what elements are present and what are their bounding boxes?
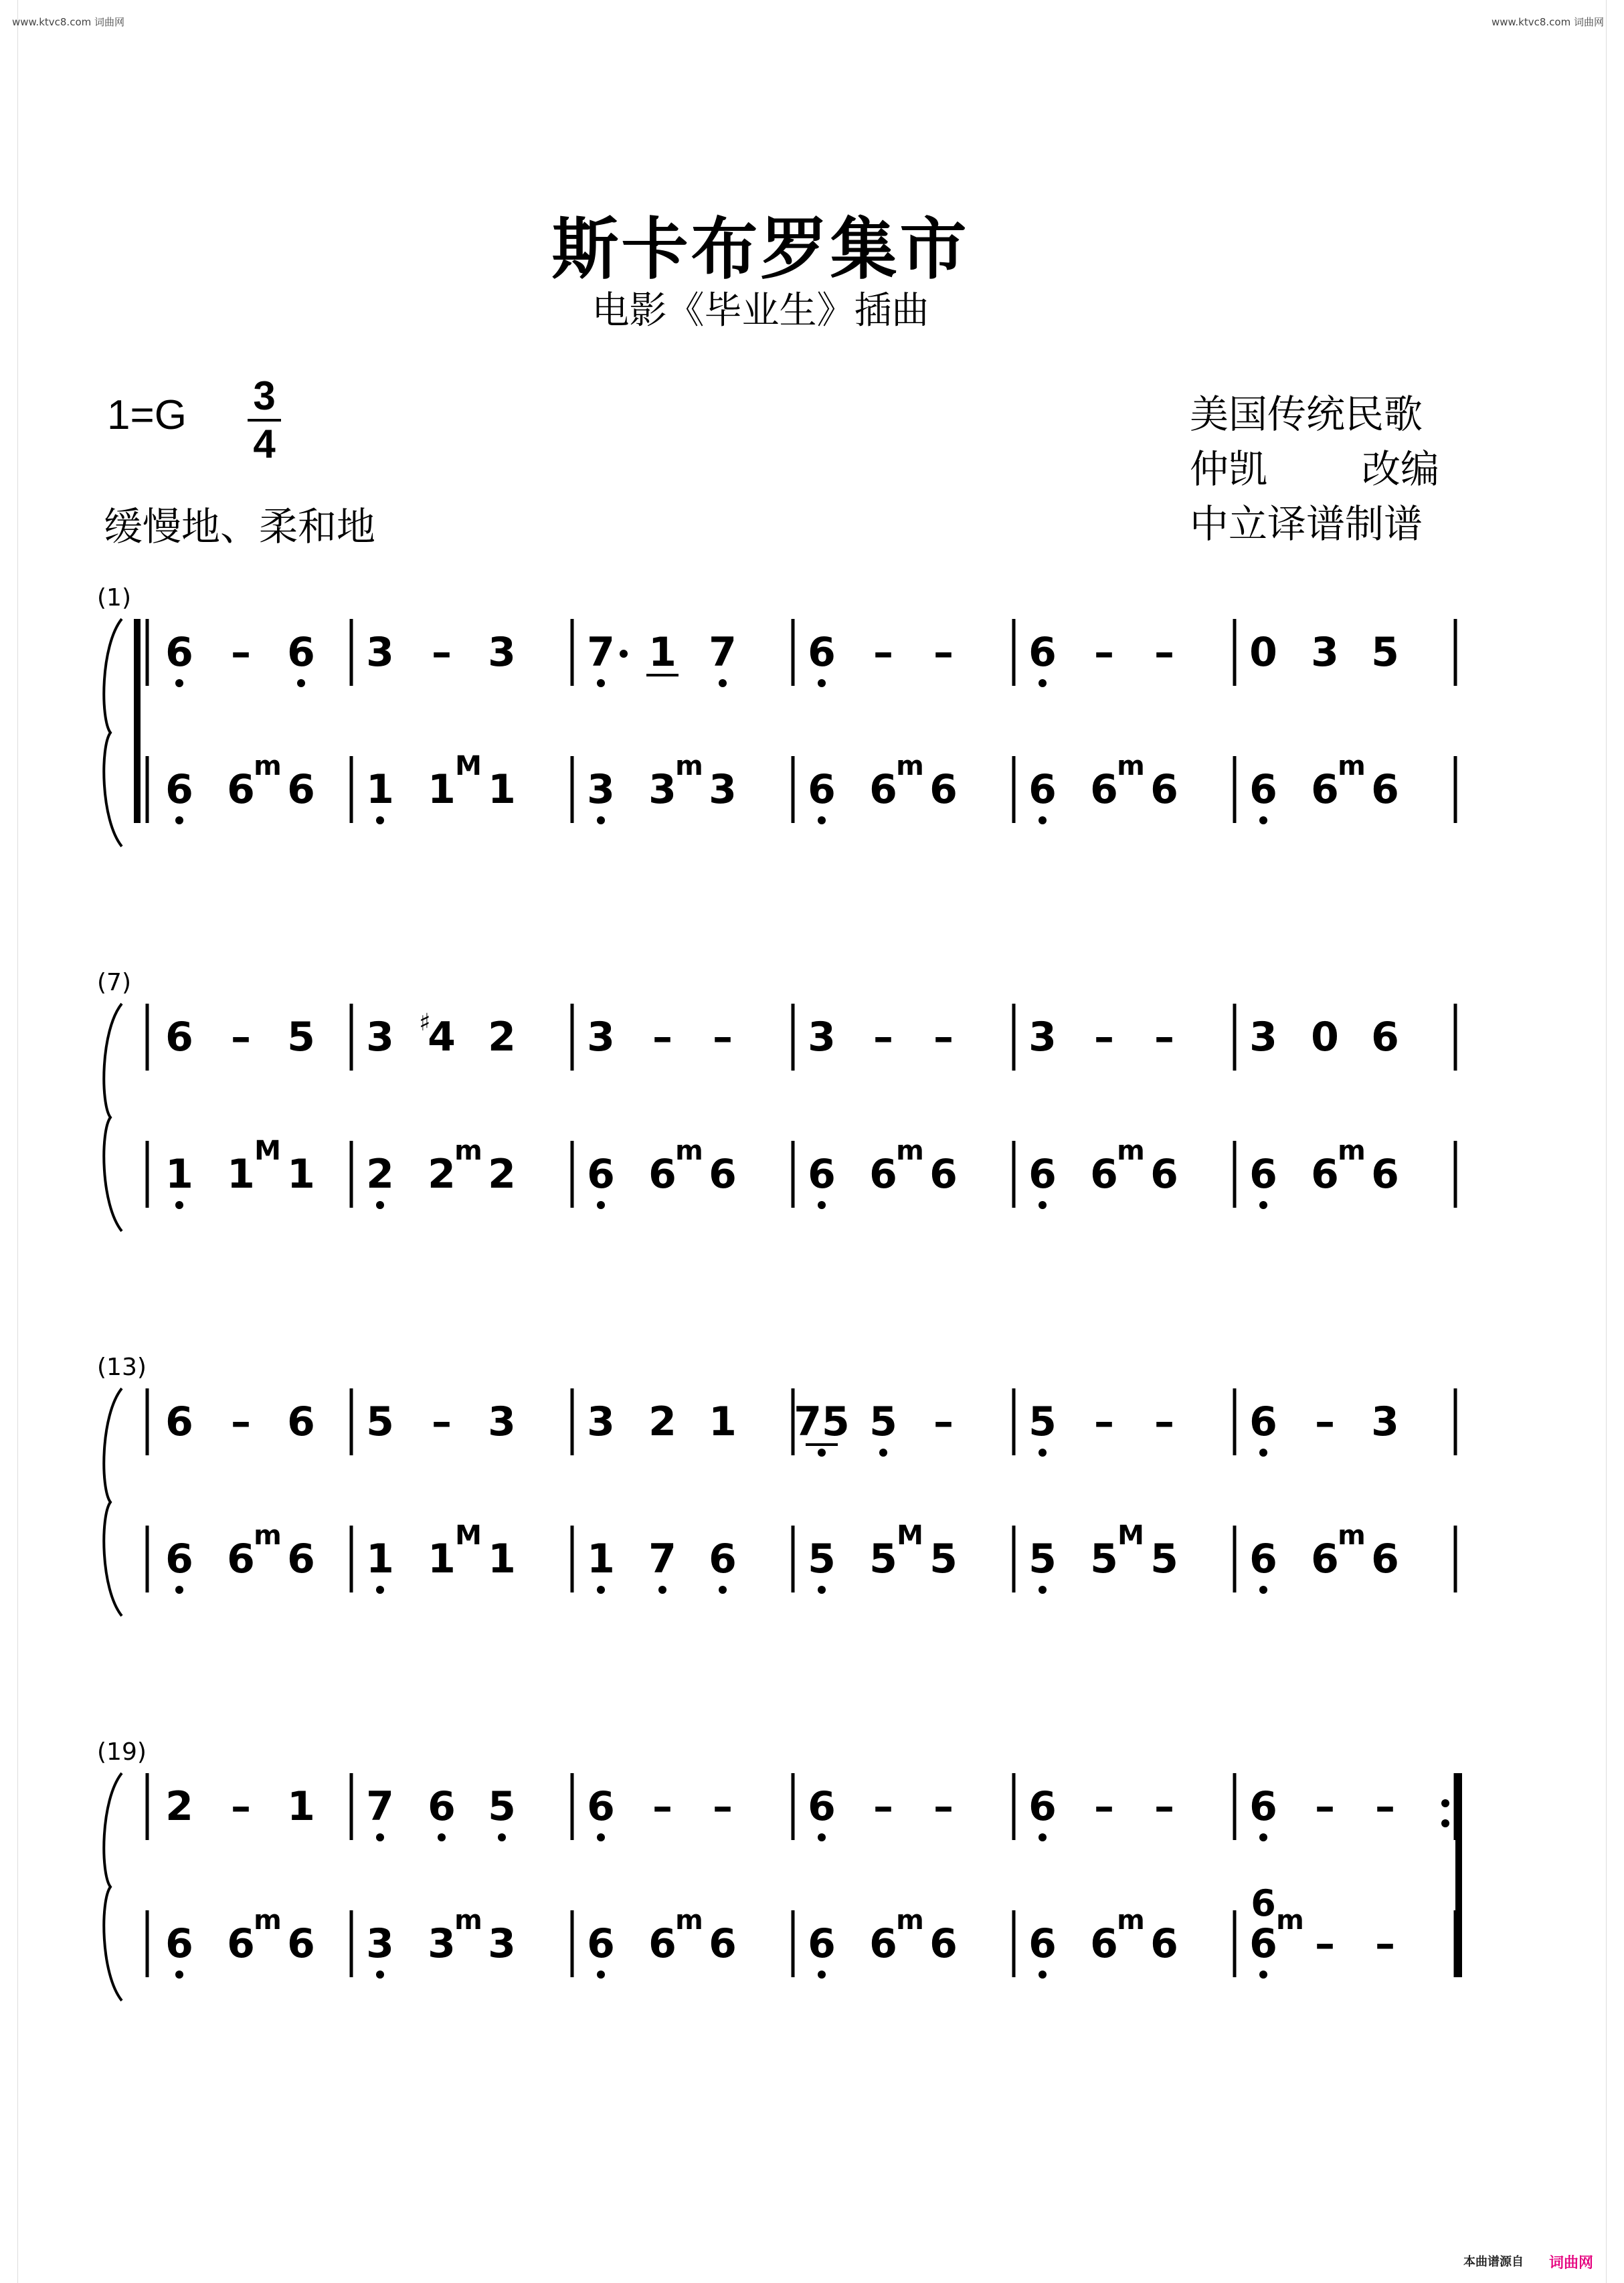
chord-quality: m <box>1276 1905 1304 1936</box>
note: 3 <box>808 1014 836 1061</box>
system-brace <box>104 619 122 846</box>
note: 6 <box>869 1151 897 1198</box>
note: 1 <box>165 1151 193 1198</box>
octave-dot <box>376 1971 384 1979</box>
octave-dot <box>658 1586 666 1594</box>
credit-transcriber: 中立译谱制谱 <box>1190 501 1423 547</box>
note: 6 <box>1311 1536 1339 1582</box>
note: 6 <box>1090 1151 1118 1198</box>
note: 1 <box>488 1536 516 1582</box>
note: 4 <box>428 1014 456 1061</box>
note: 6 <box>1249 1536 1277 1582</box>
repeat-dot <box>1441 1819 1449 1827</box>
sustain-dash: – <box>713 1783 733 1830</box>
sustain-dash: – <box>231 629 251 676</box>
time-signature-bottom: 4 <box>253 422 276 466</box>
note: 6 <box>165 1014 193 1061</box>
time-signature-top: 3 <box>253 373 276 418</box>
sustain-dash: – <box>933 1783 954 1830</box>
chord-quality: m <box>1338 1520 1366 1551</box>
note: 3 <box>1311 629 1339 676</box>
octave-dot <box>1039 1833 1047 1841</box>
sustain-dash: – <box>873 629 893 676</box>
octave-dot <box>1259 1833 1267 1841</box>
sustain-dash: – <box>1315 1920 1335 1967</box>
footer-logo: 词曲网 <box>1548 2254 1593 2271</box>
note: 6 <box>709 1536 737 1582</box>
note: 5 <box>287 1014 315 1061</box>
octave-dot <box>1039 816 1047 824</box>
sustain-dash: – <box>432 629 452 676</box>
chord-quality: M <box>455 1520 482 1551</box>
note: 1 <box>227 1151 255 1198</box>
sustain-dash: – <box>1094 629 1114 676</box>
chord-quality: m <box>1338 1135 1366 1166</box>
note: 6 <box>165 629 193 676</box>
octave-dot <box>597 679 605 687</box>
note: 1 <box>709 1398 737 1445</box>
note: 6 <box>1249 1920 1277 1967</box>
note: 6 <box>587 1920 615 1967</box>
sustain-dash: – <box>933 629 954 676</box>
note: 3 <box>428 1920 456 1967</box>
sustain-dash: – <box>652 1014 672 1061</box>
note: 3 <box>366 629 394 676</box>
note: 6 <box>648 1151 676 1198</box>
measure-number: (1) <box>97 584 131 612</box>
note: 1 <box>648 629 676 676</box>
note: 5 <box>869 1536 897 1582</box>
sustain-dash: – <box>1094 1783 1114 1830</box>
note: 6 <box>1371 1151 1399 1198</box>
octave-dot <box>818 1201 826 1209</box>
octave-dot <box>1039 1201 1047 1209</box>
octave-dot <box>719 679 727 687</box>
chord-quality: m <box>254 751 282 782</box>
octave-dot <box>597 1833 605 1841</box>
note: 3 <box>488 1398 516 1445</box>
note: 3 <box>488 629 516 676</box>
sustain-dash: – <box>1094 1398 1114 1445</box>
key-signature: 1=G <box>107 392 187 438</box>
note: 7 <box>587 629 615 676</box>
note: 6 <box>648 1920 676 1967</box>
chord-quality: m <box>896 1905 924 1936</box>
note: 7 <box>366 1783 394 1830</box>
octave-dot <box>1039 1971 1047 1979</box>
note: 2 <box>488 1151 516 1198</box>
note: 6 <box>1371 1014 1399 1061</box>
chord-quality: M <box>254 1135 281 1166</box>
note: 6 <box>1028 1783 1057 1830</box>
note: 6 <box>808 1783 836 1830</box>
note: 6 <box>1249 766 1277 813</box>
octave-dot <box>175 679 183 687</box>
note: 6 <box>287 629 315 676</box>
octave-dot <box>376 816 384 824</box>
octave-dot <box>1259 1201 1267 1209</box>
note: 6 <box>709 1151 737 1198</box>
measure-number: (7) <box>97 969 131 996</box>
note: 3 <box>587 1398 615 1445</box>
sustain-dash: – <box>713 1014 733 1061</box>
note: 3 <box>366 1920 394 1967</box>
octave-dot <box>498 1833 506 1841</box>
octave-dot <box>376 1833 384 1841</box>
note: 1 <box>287 1783 315 1830</box>
note: 2 <box>488 1014 516 1061</box>
sustain-dash: – <box>1375 1783 1395 1830</box>
note: 6 <box>1249 1151 1277 1198</box>
note: 6 <box>1028 1920 1057 1967</box>
system-brace <box>104 1388 122 1616</box>
credit-arranger-name: 仲凯 <box>1190 446 1268 492</box>
header-left-url: www.ktvc8.com 词曲网 <box>12 16 125 28</box>
note: 6 <box>165 1920 193 1967</box>
note: 1 <box>587 1536 615 1582</box>
note: 0 <box>1311 1014 1339 1061</box>
sustain-dash: – <box>652 1783 672 1830</box>
octave-dot <box>1039 1586 1047 1594</box>
note: 6 <box>1371 1536 1399 1582</box>
octave-dot <box>376 1586 384 1594</box>
note: 6 <box>287 1920 315 1967</box>
note: 6 <box>587 1151 615 1198</box>
augmentation-dot <box>620 650 628 658</box>
octave-dot <box>818 1833 826 1841</box>
sustain-dash: – <box>1154 1398 1174 1445</box>
note: 6 <box>165 1398 193 1445</box>
note: 5 <box>1028 1536 1057 1582</box>
note: 5 <box>1150 1536 1178 1582</box>
note: 6 <box>587 1783 615 1830</box>
note: 6 <box>1150 1920 1178 1967</box>
chord-quality: m <box>454 1135 482 1166</box>
note: 6 <box>709 1920 737 1967</box>
repeat-dot <box>1441 1799 1449 1807</box>
note: 1 <box>428 1536 456 1582</box>
octave-dot <box>879 1449 887 1457</box>
note: 6 <box>287 1398 315 1445</box>
note: 7 <box>648 1536 676 1582</box>
chord-quality: m <box>254 1905 282 1936</box>
note: 6 <box>1251 1882 1276 1924</box>
octave-dot <box>1259 1586 1267 1594</box>
note: 6 <box>1311 1151 1339 1198</box>
note: 6 <box>869 1920 897 1967</box>
note: 1 <box>428 766 456 813</box>
octave-dot <box>175 816 183 824</box>
note: 5 <box>1371 629 1399 676</box>
note: 2 <box>165 1783 193 1830</box>
octave-dot <box>175 1971 183 1979</box>
chord-quality: M <box>455 751 482 782</box>
note: 75 <box>794 1398 850 1445</box>
note: 5 <box>488 1783 516 1830</box>
tempo-marking: 缓慢地、柔和地 <box>104 504 376 549</box>
note: 6 <box>428 1783 456 1830</box>
note: 6 <box>287 766 315 813</box>
octave-dot <box>597 816 605 824</box>
note: 5 <box>1090 1536 1118 1582</box>
note: 6 <box>869 766 897 813</box>
note: 6 <box>1311 766 1339 813</box>
sustain-dash: – <box>1154 1783 1174 1830</box>
header-right-url: www.ktvc8.com 词曲网 <box>1491 16 1604 28</box>
note: 0 <box>1249 629 1277 676</box>
note: 1 <box>488 766 516 813</box>
octave-dot <box>1039 1449 1047 1457</box>
note: 5 <box>366 1398 394 1445</box>
octave-dot <box>818 1586 826 1594</box>
note: 3 <box>1371 1398 1399 1445</box>
note: 3 <box>709 766 737 813</box>
octave-dot <box>297 679 305 687</box>
octave-dot <box>597 1201 605 1209</box>
note: 5 <box>808 1536 836 1582</box>
note: 6 <box>227 1536 255 1582</box>
note: 6 <box>1028 766 1057 813</box>
octave-dot <box>818 816 826 824</box>
sustain-dash: – <box>873 1014 893 1061</box>
note: 6 <box>1150 766 1178 813</box>
note: 6 <box>165 1536 193 1582</box>
sustain-dash: – <box>231 1014 251 1061</box>
chord-quality: m <box>675 1135 703 1166</box>
note: 7 <box>709 629 737 676</box>
sustain-dash: – <box>231 1783 251 1830</box>
chord-quality: m <box>254 1520 282 1551</box>
note: 2 <box>366 1151 394 1198</box>
sustain-dash: – <box>432 1398 452 1445</box>
sustain-dash: – <box>933 1398 954 1445</box>
note: 6 <box>808 1151 836 1198</box>
chord-quality: m <box>675 1905 703 1936</box>
note: 6 <box>287 1536 315 1582</box>
note: 6 <box>1249 1398 1277 1445</box>
chord-quality: m <box>675 751 703 782</box>
song-title: 斯卡布罗集市 <box>551 210 970 288</box>
note: 1 <box>366 1536 394 1582</box>
note: 6 <box>165 766 193 813</box>
chord-quality: M <box>897 1520 923 1551</box>
system-brace <box>104 1773 122 2001</box>
sustain-dash: – <box>933 1014 954 1061</box>
octave-dot <box>597 1586 605 1594</box>
note: 1 <box>287 1151 315 1198</box>
note: 6 <box>808 1920 836 1967</box>
octave-dot <box>597 1971 605 1979</box>
note: 3 <box>366 1014 394 1061</box>
note: 1 <box>366 766 394 813</box>
sustain-dash: – <box>1375 1920 1395 1967</box>
note: 6 <box>1249 1783 1277 1830</box>
sustain-dash: – <box>231 1398 251 1445</box>
sustain-dash: – <box>1154 629 1174 676</box>
note: 6 <box>227 766 255 813</box>
measure-number: (19) <box>97 1738 147 1766</box>
octave-dot <box>175 1201 183 1209</box>
note: 3 <box>1249 1014 1277 1061</box>
octave-dot <box>1039 679 1047 687</box>
note: 3 <box>488 1920 516 1967</box>
note: 6 <box>227 1920 255 1967</box>
note: 6 <box>929 1151 958 1198</box>
note: 6 <box>929 766 958 813</box>
note: 6 <box>929 1920 958 1967</box>
octave-dot <box>1259 816 1267 824</box>
note: 6 <box>1028 629 1057 676</box>
note: 6 <box>1150 1151 1178 1198</box>
sustain-dash: – <box>1315 1398 1335 1445</box>
note: 3 <box>1028 1014 1057 1061</box>
chord-quality: m <box>1117 751 1145 782</box>
note: 5 <box>1028 1398 1057 1445</box>
sustain-dash: – <box>873 1783 893 1830</box>
chord-quality: m <box>896 751 924 782</box>
note: 3 <box>587 1014 615 1061</box>
note: 5 <box>929 1536 958 1582</box>
credit-origin: 美国传统民歌 <box>1190 391 1423 437</box>
note: 2 <box>428 1151 456 1198</box>
sharp-sign: ♯ <box>419 1009 431 1036</box>
chord-quality: m <box>1117 1905 1145 1936</box>
sustain-dash: – <box>1315 1783 1335 1830</box>
note: 6 <box>1090 1920 1118 1967</box>
measure-number: (13) <box>97 1354 147 1381</box>
song-subtitle: 电影《毕业生》插曲 <box>592 289 929 333</box>
octave-dot <box>1259 1449 1267 1457</box>
note: 2 <box>648 1398 676 1445</box>
octave-dot <box>1259 1971 1267 1979</box>
footer-source-text: 本曲谱源自 <box>1463 2255 1524 2268</box>
chord-quality: M <box>1117 1520 1144 1551</box>
chord-quality: m <box>896 1135 924 1166</box>
note: 3 <box>587 766 615 813</box>
note: 3 <box>648 766 676 813</box>
note: 6 <box>1090 766 1118 813</box>
octave-dot <box>818 1971 826 1979</box>
note: 6 <box>808 766 836 813</box>
note: 6 <box>808 629 836 676</box>
octave-dot <box>818 679 826 687</box>
note: 5 <box>869 1398 897 1445</box>
octave-dot <box>438 1833 446 1841</box>
credit-arranger-role: 改编 <box>1362 446 1440 492</box>
chord-quality: m <box>454 1905 482 1936</box>
chord-quality: m <box>1338 751 1366 782</box>
note: 6 <box>1028 1151 1057 1198</box>
octave-dot <box>376 1201 384 1209</box>
sustain-dash: – <box>1154 1014 1174 1061</box>
chord-quality: m <box>1117 1135 1145 1166</box>
sustain-dash: – <box>1094 1014 1114 1061</box>
note: 6 <box>1371 766 1399 813</box>
octave-dot <box>818 1449 826 1457</box>
system-brace <box>104 1004 122 1231</box>
octave-dot <box>719 1586 727 1594</box>
octave-dot <box>175 1586 183 1594</box>
